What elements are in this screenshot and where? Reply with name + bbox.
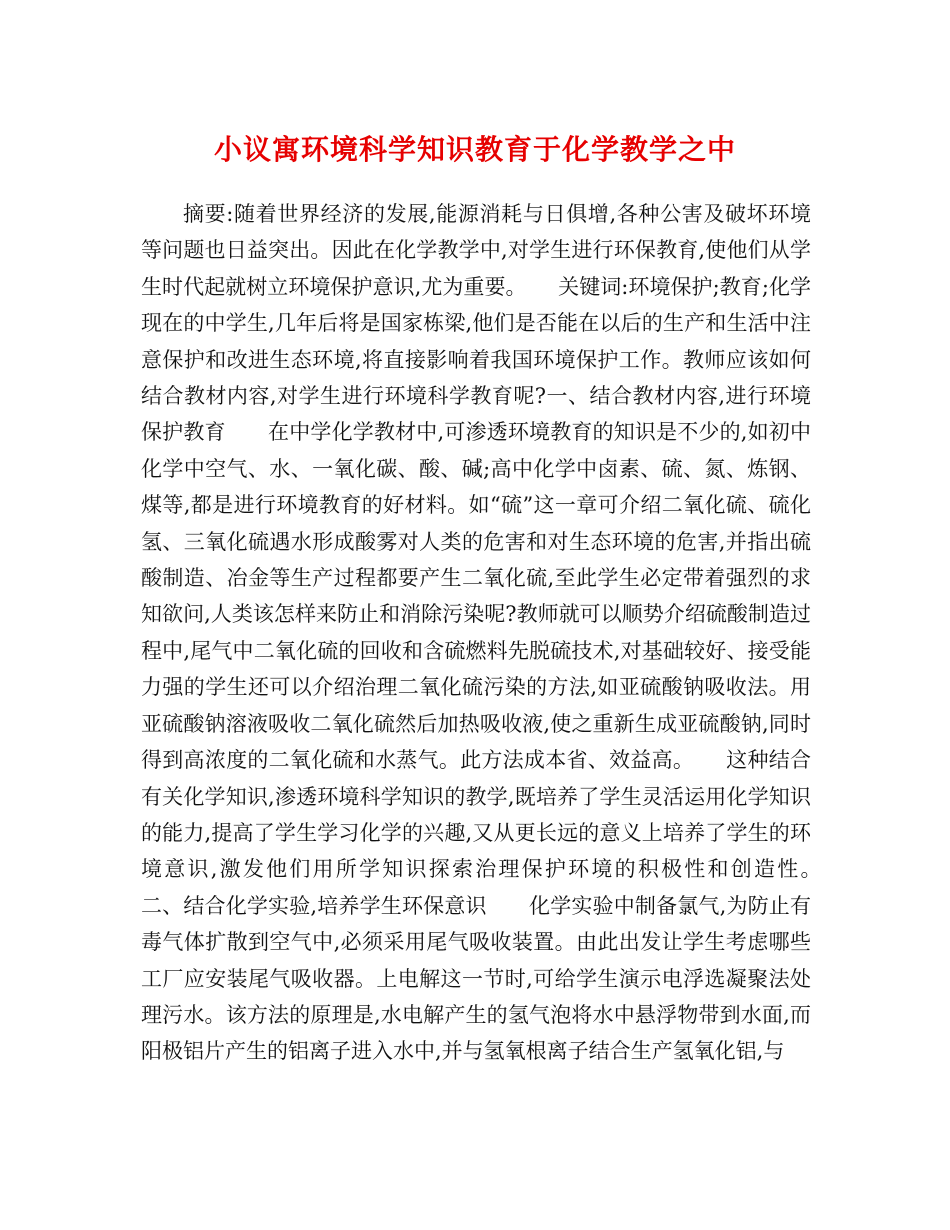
document-body: 摘要:随着世界经济的发展,能源消耗与日俱增,各种公害及破坏环境等问题也日益突出。因此在化学教学中,对学生进行环保教育,使他们从学生时代起就树立环境保护意识,尤为重要。 关键词:环境保护;教育;化学 现在的中学生,几年后将是国家栋梁,他们是否能在以后的生产和生活中注意保护和改进生态环境,将直接影响着我国环境保护工作。教师应该如何结合教材内容,对学生进行环境科学教育呢?一、结合教材内容,进行环境保护教育 在中学化学教材中,可渗透环境教育的知识是不少的,如初中化学中空气、水、一氧化碳、酸、碱;高中化学中卤素、硫、氮、炼钢、煤等,都是进行环境教育的好材料。如“硫”这一章可介绍二氧化硫、硫化氢、三氧化硫遇水形成酸雾对人类的危害和对生态环境的危害,并指出硫酸制造、冶金等生产过程都要产生二氧化硫,至此学生必定带着强烈的求知欲问,人类该怎样来防止和消除污染呢?教师就可以顺势介绍硫酸制造过程中,尾气中二氧化硫的回收和含硫燃料先脱硫技术,对基础较好、接受能力强的学生还可以介绍治理二氧化硫污染的方法,如亚硫酸钠吸收法。用亚硫酸钠溶液吸收二氧化硫然后加热吸收液,使之重新生成亚硫酸钠,同时得到高浓度的二氧化硫和水蒸气。此方法成本省、效益高。 这种结合有关化学知识,渗透环境科学知识的教学,既培养了学生灵活运用化学知识的能力,提高了学生学习化学的兴趣,又从更长远的意义上培养了学生的环境意识,激发他们用所学知识探索治理保护环境的积极性和创造性。 二、结合化学实验,培养学生环保意识 化学实验中制备氯气,为防止有毒气体扩散到空气中,必须采用尾气吸收装置。由此出发让学生考虑哪些工厂应安装尾气吸收器。上电解这一节时,可给学生演示电浮选凝聚法处理污水。该方法的原理是,水电解产生的氢气泡将水中悬浮物带到水面,而阳极铝片产生的铝离子进入水中,并与氢氧根离子结合生产氢氧化铝,与 bbox=[141, 202, 895, 1064]
document-title: 小议寓环境科学知识教育于化学教学之中 bbox=[213, 133, 736, 166]
